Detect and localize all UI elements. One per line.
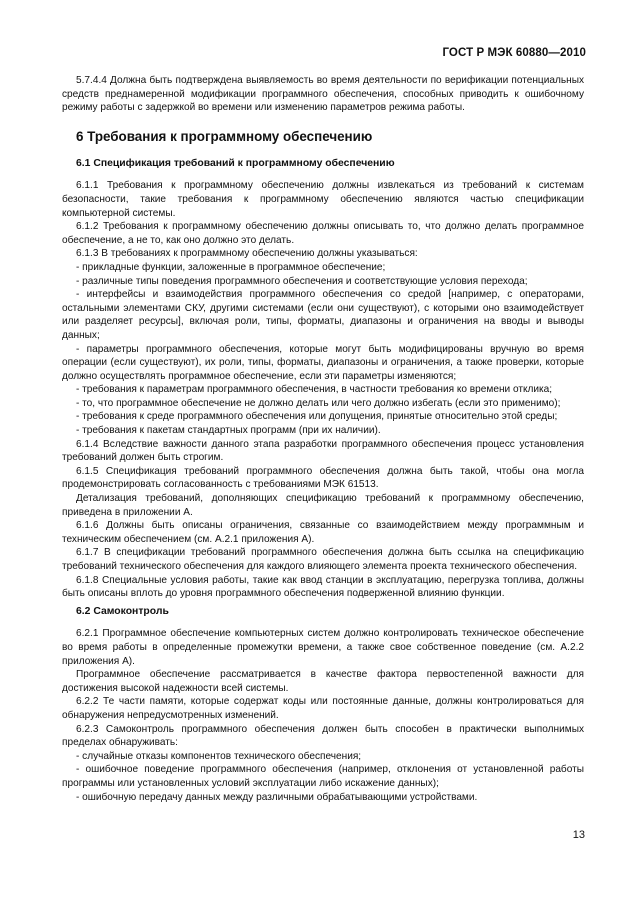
paragraph-6-1-3: 6.1.3 В требованиях к программному обеспечению должны указываться: — [76, 248, 418, 260]
paragraph-6-2-3: 6.2.3 Самоконтроль программного обеспечения должен быть способен в практически выполнимых пределах обнаруживать: — [62, 723, 584, 749]
page-number: 13 — [572, 829, 585, 841]
paragraph-6-1-8: 6.1.8 Специальные условия работы, такие как ввод станции в эксплуатацию, перегрузка топлива, должны быть описаны вплоть до уровня программного обеспечения подверженной влиянию функции. — [62, 574, 584, 600]
list-item: - различные типы поведения программного обеспечения и соответствующие условия перехода; — [76, 275, 528, 287]
document-header-id: ГОСТ Р МЭК 60880—2010 — [442, 47, 586, 59]
paragraph-6-1-5: 6.1.5 Спецификация требований программного обеспечения должна быть такой, чтобы она могла продемонстрировать согласованность с требованиями МЭК 61513. — [62, 465, 584, 491]
list-item: - требования к пакетам стандартных программ (при их наличии). — [76, 425, 381, 437]
paragraph-6-1-1: 6.1.1 Требования к программному обеспечению должны извлекаться из требований к системам безопасности, такие требования к программному обеспечению являются частью спецификации компьютерной системы. — [62, 180, 584, 219]
paragraph-6-2-2: 6.2.2 Те части памяти, которые содержат коды или постоянные данные, должны контролироваться для обнаружения непредусмотренных изменений. — [62, 696, 584, 721]
document-body — [62, 74, 584, 804]
paragraph-6-1-4: 6.1.4 Вследствие важности данного этапа разработки программного обеспечения процесс установления требований должен быть строгим. — [62, 438, 584, 464]
list-item: - случайные отказы компонентов технического обеспечения; — [76, 750, 362, 762]
subsection-heading-6-1: 6.1 Спецификация требований к программному обеспечению — [76, 157, 395, 169]
paragraph-6-1-2: 6.1.2 Требования к программному обеспечению должны описывать то, что должно делать программное обеспечение, а не то, как оно должно это делать. — [62, 221, 584, 246]
subsection-heading-6-2: 6.2 Самоконтроль — [76, 605, 169, 617]
paragraph-6-1-6: 6.1.6 Должны быть описаны ограничения, связанные со взаимодействием между программным и техническим обеспечением (см. А.2.1 приложения А). — [62, 520, 584, 545]
paragraph-detail: Детализация требований, дополняющих спецификацию требований к программному обеспечению, приведена в приложении А. — [62, 493, 584, 518]
list-item: - требования к среде программного обеспечения или допущения, принятые относительно этой среды; — [76, 411, 558, 423]
list-item: - параметры программного обеспечения, которые могут быть модифицированы вручную во время операции (если существуют), их роли, типы, форматы, диапазоны и ограничения, а также проверки, которые должно осуществлять программное обеспечение, если эти параметры изменяются; — [62, 343, 584, 382]
list-item: - ошибочную передачу данных между различными обрабатывающими устройствами. — [76, 791, 478, 803]
list-item: - интерфейсы и взаимодействия программного обеспечения со средой [например, с операторами, остальными элементами СКУ, другими системами (если они существуют), с которыми оно взаимодействует или разделяет ресурсы], включая роли, типы, форматы, диапазоны и ограничения на вводы и выводы данных; — [62, 289, 584, 341]
list-item: - прикладные функции, заложенные в программное обеспечение; — [76, 261, 386, 273]
paragraph-importance: Программное обеспечение рассматривается в качестве фактора первостепенной важности для достижения высокой надежности всей системы. — [62, 669, 584, 694]
paragraph-6-2-1: 6.2.1 Программное обеспечение компьютерных систем должно контролировать техническое обеспечение во время работы в определенные промежутки времени, а также свое собственное поведение (см. А.2.2 приложения А). — [62, 628, 584, 667]
list-item: - требования к параметрам программного обеспечения, в частности требования ко времени отклика; — [76, 384, 553, 396]
section-heading-6: 6 Требования к программному обеспечению — [76, 128, 373, 144]
paragraph-5-7-4-4: 5.7.4.4 Должна быть подтверждена выявляемость во время деятельности по верификации потенциальных средств преднамеренной модификации программного обеспечения, способных приводить к ошибочному режиму работы с задержкой во времени или изменению параметров режима работы. — [62, 75, 584, 114]
paragraph-6-1-7: 6.1.7 В спецификации требований программного обеспечения должна быть ссылка на спецификацию требований технического обеспечения для каждого влияющего элемента проекта технического обеспечения. — [62, 547, 584, 572]
list-item: - ошибочное поведение программного обеспечения (например, отклонения от установленной работы программы или установленных условий эксплуатации либо искажение данных); — [62, 764, 584, 789]
list-item: - то, что программное обеспечение не должно делать или чего должно избегать (если это применимо); — [76, 397, 561, 409]
